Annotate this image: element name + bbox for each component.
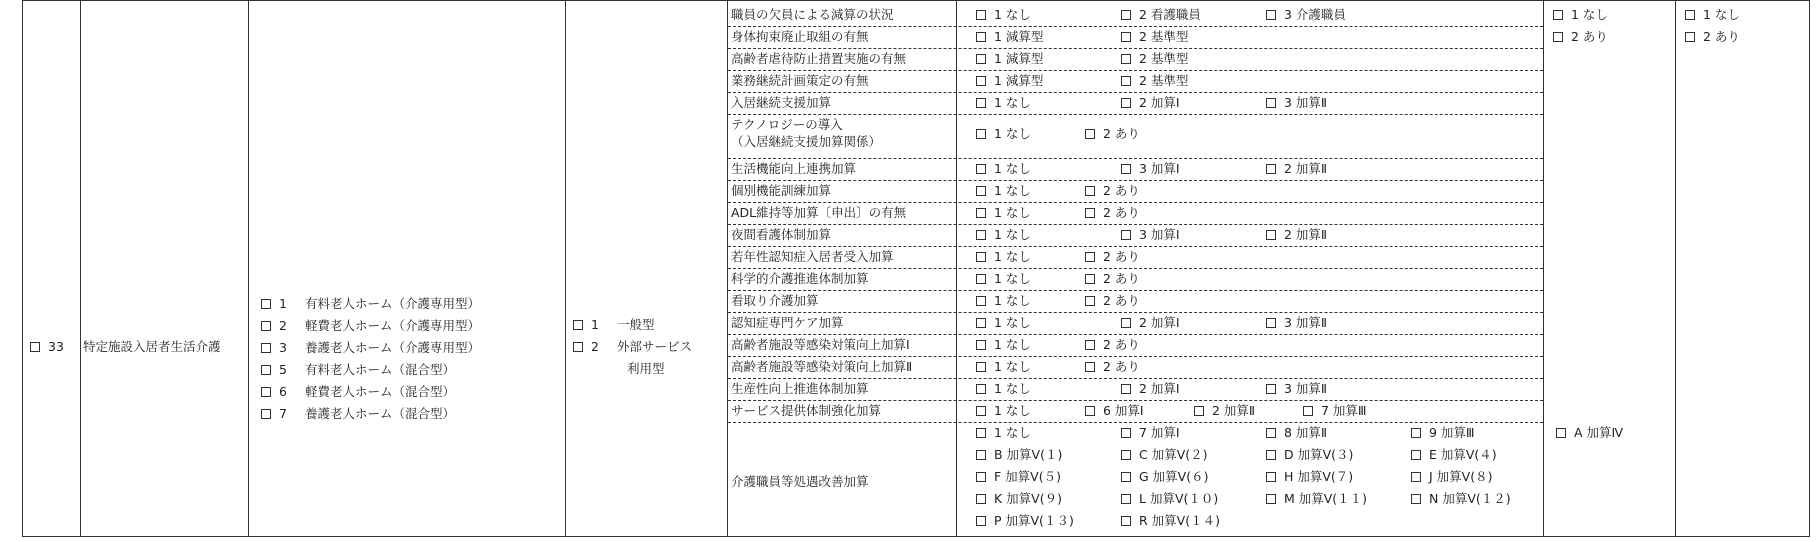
- checkbox[interactable]: [976, 318, 986, 328]
- checkbox[interactable]: [1411, 450, 1421, 460]
- addition-option[interactable]: [976, 271, 1031, 287]
- addition-row-label: 認知症専門ケア加算: [731, 315, 844, 330]
- option-label: 3 加算Ⅰ: [1139, 227, 1180, 242]
- improvement-option[interactable]: [1121, 491, 1218, 507]
- checkbox[interactable]: [1411, 472, 1421, 482]
- option-label: 6 加算Ⅰ: [1103, 403, 1144, 418]
- option-label: 2 基準型: [1139, 73, 1189, 88]
- option-label: 3 介護職員: [1284, 7, 1346, 22]
- checkbox[interactable]: [1685, 10, 1695, 20]
- improvement-option[interactable]: [1121, 425, 1180, 441]
- checkbox[interactable]: [1121, 98, 1131, 108]
- service-cell: [30, 339, 64, 355]
- addition-option[interactable]: [1121, 161, 1180, 177]
- option-label: B 加算Ⅴ(１): [994, 447, 1063, 462]
- option-label: 1 なし: [994, 403, 1031, 418]
- checkbox[interactable]: [1121, 76, 1131, 86]
- checkbox[interactable]: [1121, 516, 1131, 526]
- checkbox[interactable]: [976, 208, 986, 218]
- option-label: 1 なし: [994, 425, 1031, 440]
- option-label: N 加算Ⅴ(１２): [1429, 491, 1511, 506]
- option-number: 1: [591, 317, 599, 332]
- addition-row-label: 生産性向上推進体制加算: [731, 381, 869, 396]
- improvement-option[interactable]: [1411, 491, 1511, 507]
- option-label: 1 なし: [994, 227, 1031, 242]
- option-label: 有料老人ホーム（混合型）: [305, 362, 456, 377]
- addition-option[interactable]: [1085, 271, 1140, 287]
- addition-row-label: 高齢者施設等感染対策向上加算Ⅱ: [731, 359, 913, 374]
- checkbox[interactable]: [976, 406, 986, 416]
- checkbox[interactable]: [976, 516, 986, 526]
- checkbox[interactable]: [1553, 10, 1563, 20]
- option-label: 3 加算Ⅰ: [1139, 161, 1180, 176]
- improvement-option[interactable]: [976, 425, 1031, 441]
- addition-option[interactable]: [1194, 403, 1255, 419]
- right-column-option[interactable]: [1685, 7, 1740, 23]
- row-divider: [728, 158, 1543, 159]
- addition-option[interactable]: [1085, 293, 1140, 309]
- row-divider: [728, 400, 1543, 401]
- option-label: 軽費老人ホーム（介護専用型）: [305, 318, 481, 333]
- checkbox[interactable]: [1556, 428, 1566, 438]
- facility-type-option[interactable]: [261, 318, 480, 334]
- checkbox[interactable]: [1266, 494, 1276, 504]
- row-divider: [728, 114, 1543, 115]
- option-label: 一般型: [617, 317, 655, 332]
- option-label: 2 あり: [1103, 126, 1140, 141]
- option-label: P 加算Ⅴ(１３): [994, 513, 1074, 528]
- option-label: 9 加算Ⅲ: [1429, 425, 1475, 440]
- row-divider: [728, 202, 1543, 203]
- right-column-option[interactable]: [1685, 29, 1740, 45]
- option-label: 1 なし: [994, 183, 1031, 198]
- row-divider: [728, 422, 1543, 423]
- option-label: 2 加算Ⅱ: [1212, 403, 1256, 418]
- addition-option[interactable]: [976, 315, 1031, 331]
- addition-option[interactable]: [976, 227, 1031, 243]
- addition-row-label: 看取り介護加算: [731, 293, 819, 308]
- option-label: 1 なし: [994, 161, 1031, 176]
- table-border-left: [22, 0, 23, 537]
- checkbox[interactable]: [1266, 318, 1276, 328]
- option-label: 2 加算Ⅰ: [1139, 315, 1180, 330]
- addition-option[interactable]: [1266, 381, 1327, 397]
- row-divider: [728, 246, 1543, 247]
- checkbox[interactable]: [1085, 129, 1095, 139]
- right-column-option[interactable]: [1553, 29, 1608, 45]
- checkbox[interactable]: [261, 299, 271, 309]
- addition-option[interactable]: [1085, 359, 1140, 375]
- column-divider: [1675, 0, 1676, 537]
- checkbox[interactable]: [1121, 164, 1131, 174]
- checkbox[interactable]: [976, 230, 986, 240]
- option-label: E 加算Ⅴ(４): [1429, 447, 1497, 462]
- checkbox[interactable]: [976, 472, 986, 482]
- addition-row-label: 高齢者虐待防止措置実施の有無: [731, 51, 907, 66]
- option-label: 1 なし: [994, 293, 1031, 308]
- row-divider: [728, 378, 1543, 379]
- checkbox[interactable]: [1085, 406, 1095, 416]
- option-number: 6: [279, 384, 287, 399]
- option-label: 7 加算Ⅲ: [1321, 403, 1367, 418]
- option-label: 2 あり: [1571, 29, 1608, 44]
- checkbox[interactable]: [261, 343, 271, 353]
- checkbox[interactable]: [1085, 208, 1095, 218]
- checkbox[interactable]: [573, 342, 583, 352]
- addition-row-label: サービス提供体制強化加算: [731, 403, 882, 418]
- option-label: 1 減算型: [994, 51, 1044, 66]
- checkbox[interactable]: [1266, 428, 1276, 438]
- checkbox[interactable]: [261, 409, 271, 419]
- row-divider: [728, 290, 1543, 291]
- checkbox[interactable]: [1121, 32, 1131, 42]
- improvement-option[interactable]: [976, 469, 1061, 485]
- checkbox[interactable]: [976, 274, 986, 284]
- addition-option[interactable]: [976, 29, 1043, 45]
- addition-option[interactable]: [1266, 161, 1327, 177]
- facility-type-option[interactable]: [261, 340, 480, 356]
- option-number: 3: [279, 340, 287, 355]
- addition-option[interactable]: [1121, 381, 1180, 397]
- addition-option[interactable]: [976, 73, 1043, 89]
- addition-row-label: 若年性認知症入居者受入加算: [731, 249, 894, 264]
- option-label: 2 あり: [1103, 205, 1140, 220]
- checkbox[interactable]: [1553, 32, 1563, 42]
- checkbox[interactable]: [1121, 472, 1131, 482]
- checkbox[interactable]: [1121, 230, 1131, 240]
- table-border-bottom: [22, 536, 1810, 537]
- option-label: 1 なし: [994, 337, 1031, 352]
- addition-option[interactable]: [976, 161, 1031, 177]
- option-label: 2 あり: [1103, 183, 1140, 198]
- option-label: 7 加算Ⅰ: [1139, 425, 1180, 440]
- checkbox[interactable]: [1085, 362, 1095, 372]
- row-divider: [728, 26, 1543, 27]
- addition-row-label: 入居継続支援加算: [731, 95, 832, 110]
- option-label: 軽費老人ホーム（混合型）: [305, 384, 456, 399]
- checkbox[interactable]: [976, 54, 986, 64]
- checkbox[interactable]: [1685, 32, 1695, 42]
- addition-option[interactable]: [1303, 403, 1367, 419]
- improvement-label: 介護職員等処遇改善加算: [731, 474, 869, 489]
- option-label: 1 なし: [994, 359, 1031, 374]
- addition-row-label: 個別機能訓練加算: [731, 183, 832, 198]
- option-label: A 加算Ⅳ: [1574, 425, 1624, 440]
- checkbox[interactable]: [976, 76, 986, 86]
- option-label: 養護老人ホーム（介護専用型）: [305, 340, 481, 355]
- checkbox[interactable]: [976, 362, 986, 372]
- option-label: 2 加算Ⅱ: [1284, 161, 1328, 176]
- service-type-option[interactable]: [573, 339, 692, 355]
- addition-row-label: 科学的介護推進体制加算: [731, 271, 869, 286]
- improvement-option[interactable]: [976, 491, 1062, 507]
- option-label: 1 なし: [994, 315, 1031, 330]
- addition-option[interactable]: [976, 337, 1031, 353]
- checkbox[interactable]: [1121, 10, 1131, 20]
- improvement-option[interactable]: [1121, 447, 1208, 463]
- addition-row-label: テクノロジーの導入: [731, 117, 843, 132]
- addition-row-label: 生活機能向上連携加算: [731, 161, 857, 176]
- checkbox[interactable]: [1266, 10, 1276, 20]
- checkbox[interactable]: [1121, 54, 1131, 64]
- option-label: C 加算Ⅴ(２): [1139, 447, 1208, 462]
- row-divider: [728, 48, 1543, 49]
- checkbox[interactable]: [1266, 230, 1276, 240]
- option-number: 5: [279, 362, 287, 377]
- addition-row-label: 夜間看護体制加算: [731, 227, 832, 242]
- option-label: R 加算Ⅴ(１４): [1139, 513, 1220, 528]
- option-label: J 加算Ⅴ(８): [1429, 469, 1493, 484]
- addition-row-label-line2: （入居継続支援加算関係）: [731, 134, 882, 149]
- service-number: 33: [48, 339, 64, 354]
- checkbox[interactable]: [1266, 472, 1276, 482]
- checkbox[interactable]: [1085, 252, 1095, 262]
- addition-option[interactable]: [1266, 95, 1327, 111]
- addition-option[interactable]: [1121, 7, 1201, 23]
- addition-option[interactable]: [1121, 315, 1180, 331]
- checkbox[interactable]: [1194, 406, 1204, 416]
- row-divider: [728, 356, 1543, 357]
- addition-option[interactable]: [1121, 73, 1188, 89]
- addition-row-label: 高齢者施設等感染対策向上加算Ⅰ: [731, 337, 910, 352]
- addition-option[interactable]: [976, 51, 1043, 67]
- checkbox[interactable]: [1121, 428, 1131, 438]
- column-divider: [80, 0, 81, 537]
- option-label: 1 なし: [994, 7, 1031, 22]
- option-label: 外部サービス: [617, 339, 693, 354]
- improvement-option[interactable]: [976, 513, 1074, 529]
- option-label: 1 なし: [1571, 7, 1608, 22]
- checkbox[interactable]: [976, 164, 986, 174]
- option-label: F 加算Ⅴ(５): [994, 469, 1061, 484]
- option-label: 3 加算Ⅱ: [1284, 315, 1328, 330]
- row-divider: [728, 268, 1543, 269]
- checkbox[interactable]: [976, 129, 986, 139]
- option-label: 1 なし: [994, 126, 1031, 141]
- row-divider: [728, 224, 1543, 225]
- improvement-option[interactable]: [1556, 425, 1623, 441]
- checkbox[interactable]: [976, 340, 986, 350]
- checkbox[interactable]: [1266, 164, 1276, 174]
- improvement-option[interactable]: [1121, 469, 1208, 485]
- option-label: D 加算Ⅴ(３): [1284, 447, 1354, 462]
- option-label: 2 あり: [1103, 359, 1140, 374]
- facility-type-option[interactable]: [261, 384, 455, 400]
- option-label: G 加算Ⅴ(６): [1139, 469, 1209, 484]
- checkbox[interactable]: [1411, 428, 1421, 438]
- checkbox[interactable]: [1085, 274, 1095, 284]
- improvement-option[interactable]: [1266, 491, 1367, 507]
- addition-option[interactable]: [1121, 95, 1180, 111]
- option-label-line2: 利用型: [627, 361, 665, 376]
- option-label: 1 なし: [994, 271, 1031, 286]
- row-divider: [728, 334, 1543, 335]
- option-label: 2 あり: [1103, 337, 1140, 352]
- option-number: 2: [591, 339, 599, 354]
- improvement-option[interactable]: [1266, 425, 1327, 441]
- checkbox[interactable]: [1085, 340, 1095, 350]
- option-label: K 加算Ⅴ(９): [994, 491, 1062, 506]
- right-column-option[interactable]: [1553, 7, 1608, 23]
- facility-type-option[interactable]: [261, 296, 480, 312]
- checkbox[interactable]: [976, 186, 986, 196]
- checkbox[interactable]: [1121, 494, 1131, 504]
- option-label: 1 なし: [994, 95, 1031, 110]
- option-label: 2 あり: [1103, 271, 1140, 286]
- checkbox[interactable]: [976, 10, 986, 20]
- option-label: 2 あり: [1703, 29, 1740, 44]
- checkbox[interactable]: [1121, 450, 1131, 460]
- checkbox[interactable]: [261, 321, 271, 331]
- row-divider: [728, 92, 1543, 93]
- improvement-option[interactable]: [1411, 469, 1492, 485]
- addition-option[interactable]: [976, 7, 1031, 23]
- addition-row-label: 職員の欠員による減算の状況: [731, 7, 894, 22]
- addition-option[interactable]: [1085, 337, 1140, 353]
- addition-option[interactable]: [1266, 315, 1327, 331]
- facility-type-option[interactable]: [261, 406, 455, 422]
- checkbox[interactable]: [976, 384, 986, 394]
- checkbox[interactable]: [1121, 384, 1131, 394]
- option-label: 1 減算型: [994, 29, 1044, 44]
- improvement-option[interactable]: [1266, 447, 1353, 463]
- checkbox[interactable]: [976, 98, 986, 108]
- option-label: 養護老人ホーム（混合型）: [305, 406, 456, 421]
- addition-option[interactable]: [976, 249, 1031, 265]
- addition-row-label: 業務継続計画策定の有無: [731, 73, 869, 88]
- improvement-option[interactable]: [1121, 513, 1220, 529]
- option-label: H 加算Ⅴ(７): [1284, 469, 1354, 484]
- option-label: 1 減算型: [994, 73, 1044, 88]
- addition-option[interactable]: [1085, 403, 1144, 419]
- row-divider: [728, 312, 1543, 313]
- checkbox[interactable]: [1303, 406, 1313, 416]
- option-number: 7: [279, 406, 287, 421]
- option-label: 1 なし: [1703, 7, 1740, 22]
- addition-option[interactable]: [1266, 7, 1346, 23]
- checkbox[interactable]: [573, 320, 583, 330]
- addition-option[interactable]: [976, 293, 1031, 309]
- addition-option[interactable]: [1121, 29, 1188, 45]
- addition-option[interactable]: [976, 381, 1031, 397]
- checkbox[interactable]: [976, 296, 986, 306]
- column-divider: [1543, 0, 1544, 537]
- option-number: 2: [279, 318, 287, 333]
- facility-type-option[interactable]: [261, 362, 455, 378]
- option-label: 3 加算Ⅱ: [1284, 381, 1328, 396]
- option-label: 2 あり: [1103, 249, 1140, 264]
- option-label: 1 なし: [994, 381, 1031, 396]
- improvement-option[interactable]: [976, 447, 1062, 463]
- addition-option[interactable]: [1121, 227, 1180, 243]
- option-label: 1 なし: [994, 205, 1031, 220]
- addition-row-label: ADL維持等加算〔申出〕の有無: [731, 205, 907, 220]
- option-number: 1: [279, 296, 287, 311]
- table-border-right: [1809, 0, 1810, 537]
- checkbox[interactable]: [1411, 494, 1421, 504]
- option-label: 2 加算Ⅱ: [1284, 227, 1328, 242]
- checkbox[interactable]: [976, 32, 986, 42]
- addition-option[interactable]: [1121, 51, 1188, 67]
- row-divider: [728, 180, 1543, 181]
- option-label: 2 基準型: [1139, 51, 1189, 66]
- addition-option[interactable]: [1085, 126, 1140, 142]
- option-label: 2 あり: [1103, 293, 1140, 308]
- checkbox[interactable]: [1121, 318, 1131, 328]
- checkbox[interactable]: [1266, 450, 1276, 460]
- addition-option[interactable]: [1085, 183, 1140, 199]
- checkbox[interactable]: [976, 428, 986, 438]
- improvement-option[interactable]: [1411, 425, 1475, 441]
- addition-option[interactable]: [976, 183, 1031, 199]
- service-checkbox[interactable]: [30, 342, 40, 352]
- checkbox[interactable]: [976, 494, 986, 504]
- option-label: 1 なし: [994, 249, 1031, 264]
- addition-option[interactable]: [976, 126, 1031, 142]
- checkbox[interactable]: [1266, 98, 1276, 108]
- addition-option[interactable]: [976, 403, 1031, 419]
- option-label: 3 加算Ⅱ: [1284, 95, 1328, 110]
- addition-option[interactable]: [976, 205, 1031, 221]
- column-divider: [248, 0, 249, 537]
- checkbox[interactable]: [1085, 296, 1095, 306]
- option-label: M 加算Ⅴ(１１): [1284, 491, 1368, 506]
- checkbox[interactable]: [976, 252, 986, 262]
- service-type-option[interactable]: [573, 317, 655, 333]
- option-label: 2 加算Ⅰ: [1139, 95, 1180, 110]
- addition-option[interactable]: [1085, 249, 1140, 265]
- checkbox[interactable]: [1085, 186, 1095, 196]
- option-label: L 加算Ⅴ(１０): [1139, 491, 1219, 506]
- addition-option[interactable]: [976, 359, 1031, 375]
- service-name: 特定施設入居者生活介護: [83, 339, 221, 354]
- checkbox[interactable]: [261, 387, 271, 397]
- column-divider: [565, 0, 566, 537]
- addition-row-label: 身体拘束廃止取組の有無: [731, 29, 869, 44]
- row-divider: [728, 70, 1543, 71]
- option-label: 8 加算Ⅱ: [1284, 425, 1328, 440]
- table-border-top: [22, 0, 1810, 1]
- addition-option[interactable]: [1085, 205, 1140, 221]
- option-label: 2 加算Ⅰ: [1139, 381, 1180, 396]
- option-label: 有料老人ホーム（介護専用型）: [305, 296, 481, 311]
- option-label: 2 基準型: [1139, 29, 1189, 44]
- addition-option[interactable]: [976, 95, 1031, 111]
- checkbox[interactable]: [261, 365, 271, 375]
- checkbox[interactable]: [1266, 384, 1276, 394]
- improvement-option[interactable]: [1411, 447, 1497, 463]
- addition-option[interactable]: [1266, 227, 1327, 243]
- improvement-option[interactable]: [1266, 469, 1353, 485]
- option-label: 2 看護職員: [1139, 7, 1201, 22]
- checkbox[interactable]: [976, 450, 986, 460]
